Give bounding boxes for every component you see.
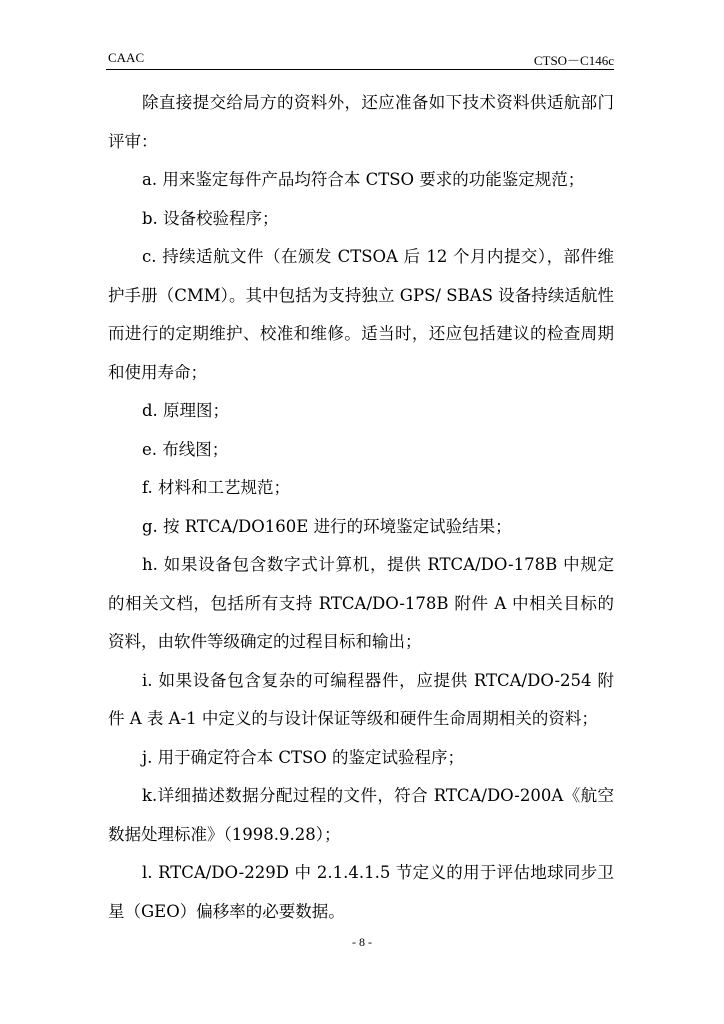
list-item-l: l. RTCA/DO-229D 中 2.1.4.1.5 节定义的用于评估地球同步卫星（GEO）偏移率的必要数据。 xyxy=(108,863,614,921)
list-item-c: c. 持续适航文件（在颁发 CTSOA 后 12 个月内提交），部件维护手册（CMM）。其中包括为支持独立 GPS/ SBAS 设备持续适航性而进行的定期维护、校准和维修。适当时，还应包括建议的检查周期和使用寿命； xyxy=(108,247,614,382)
list-item-g: g. 按 RTCA/DO160E 进行的环境鉴定试验结果； xyxy=(142,516,512,536)
list-item-h: h. 如果设备包含数字式计算机，提供 RTCA/DO-178B 中规定的相关文档，包括所有支持 RTCA/DO-178B 附件 A 中相关目标的资料，由软件等级确定的过程目标和输出； xyxy=(108,555,614,651)
list-item-b: b. 设备校验程序； xyxy=(142,208,279,228)
list-item-j: j. 用于确定符合本 CTSO 的鉴定试验程序； xyxy=(142,747,465,767)
header-doc-id: CTSO－C146c xyxy=(533,53,614,68)
document-body xyxy=(108,84,614,931)
list-item-f: f. 材料和工艺规范； xyxy=(142,478,291,497)
list-item-i: i. 如果设备包含复杂的可编程器件，应提供 RTCA/DO-254 附件 A 表 A-1 中定义的与设计保证等级和硬件生命周期相关的资料； xyxy=(108,670,614,728)
list-item-a: a. 用来鉴定每件产品均符合本 CTSO 要求的功能鉴定规范； xyxy=(142,170,585,189)
list-item-d: d. 原理图； xyxy=(142,401,230,420)
header-rule xyxy=(106,69,614,70)
paragraph-intro: 除直接提交给局方的资料外，还应准备如下技术资料供适航部门评审： xyxy=(108,93,614,151)
page-number: - 8 - xyxy=(352,935,372,949)
list-item-e: e. 布线图； xyxy=(142,439,229,459)
list-item-k: k.详细描述数据分配过程的文件，符合 RTCA/DO-200A《航空数据处理标准》（1998.9.28）； xyxy=(108,786,614,844)
header-org: CAAC xyxy=(108,50,145,65)
